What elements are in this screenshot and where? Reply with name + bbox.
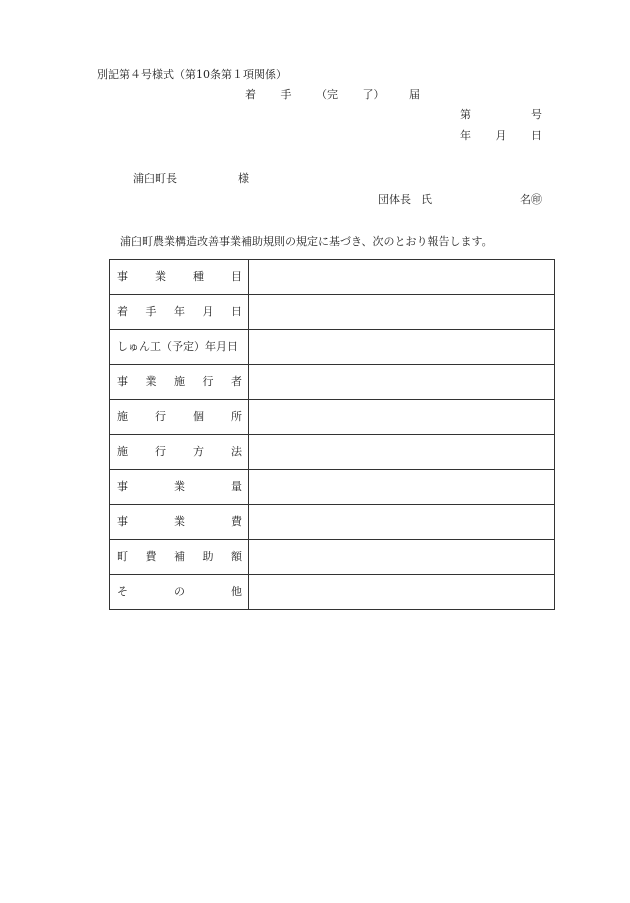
row-value-cell[interactable] [249, 295, 555, 330]
row-label-char: 行 [202, 375, 214, 388]
row-label [117, 295, 242, 329]
row-label-char: 月 [202, 305, 214, 318]
row-label-char: 額 [231, 550, 242, 563]
row-label-char: 行 [155, 445, 166, 458]
title-char: 着 [245, 88, 256, 101]
row-label-cell [110, 505, 249, 540]
row-value-cell[interactable] [249, 330, 555, 365]
table-row [110, 260, 555, 295]
form-reference: 別記第４号様式（第10条第１項関係） [97, 68, 287, 81]
row-label-char: 助 [202, 550, 214, 563]
document-number [460, 108, 542, 122]
row-label-text: しゅん工（予定）年月日 [117, 340, 238, 353]
table-row [110, 435, 555, 470]
table-row [110, 540, 555, 575]
addressee [133, 172, 249, 186]
row-label-char: 施 [117, 410, 128, 423]
row-label-char: 事 [117, 515, 128, 528]
row-label-cell [110, 400, 249, 435]
row-label-char: 費 [145, 550, 157, 563]
row-value-cell[interactable] [249, 435, 555, 470]
row-label-cell [110, 540, 249, 575]
row-label [117, 365, 242, 399]
row-label-char: 所 [231, 410, 242, 423]
row-value-cell[interactable] [249, 470, 555, 505]
document-date [460, 129, 542, 143]
row-label-char: 業 [155, 270, 166, 283]
row-label [117, 260, 242, 294]
document-number-suffix: 号 [531, 108, 542, 121]
row-label-char: 者 [231, 375, 242, 388]
row-label-char: 量 [231, 480, 242, 493]
report-details-table [109, 259, 555, 610]
title-char: 了） [362, 88, 385, 101]
row-value-cell[interactable] [249, 260, 555, 295]
representative-title: 団体長 [378, 193, 411, 206]
row-label-char: 施 [117, 445, 128, 458]
row-label-cell [110, 575, 249, 610]
row-label-cell [110, 260, 249, 295]
row-label-char: 行 [155, 410, 166, 423]
row-value-cell[interactable] [249, 365, 555, 400]
date-month: 月 [495, 129, 507, 142]
row-label-char: そ [117, 585, 128, 598]
row-label-char: 業 [174, 515, 185, 528]
row-value-cell[interactable] [249, 540, 555, 575]
row-value-cell[interactable] [249, 505, 555, 540]
representative-name-label: 氏 [421, 193, 432, 206]
row-label [117, 540, 242, 574]
row-label-char: 個 [193, 410, 204, 423]
date-year: 年 [460, 129, 471, 142]
document-title [245, 88, 420, 102]
row-label [117, 330, 242, 364]
row-label [117, 400, 242, 434]
title-char: 届 [409, 88, 420, 101]
date-day: 日 [531, 129, 542, 142]
row-label-cell [110, 295, 249, 330]
row-label-char: 業 [145, 375, 157, 388]
table-row [110, 295, 555, 330]
row-label-char: 日 [231, 305, 242, 318]
addressee-honorific: 様 [238, 172, 249, 185]
representative [378, 193, 542, 207]
addressee-name: 浦臼町長 [133, 172, 177, 185]
row-label-char: 法 [231, 445, 242, 458]
row-label-cell [110, 470, 249, 505]
row-label-char: 業 [174, 480, 185, 493]
row-label [117, 470, 242, 504]
row-label-cell [110, 435, 249, 470]
representative-left [378, 193, 432, 207]
table-row [110, 470, 555, 505]
row-label [117, 575, 242, 609]
row-label-cell [110, 330, 249, 365]
row-label-char: 年 [174, 305, 185, 318]
row-label-char: 種 [193, 270, 204, 283]
title-char: 手 [280, 88, 292, 101]
row-label-char: 費 [231, 515, 242, 528]
report-statement: 浦臼町農業構造改善事業補助規則の規定に基づき、次のとおり報告します。 [120, 235, 493, 248]
row-label-char: 着 [117, 305, 128, 318]
row-label-char: 補 [174, 550, 185, 563]
row-label-char: 町 [117, 550, 128, 563]
row-label [117, 435, 242, 469]
row-value-cell[interactable] [249, 575, 555, 610]
row-label-char: 手 [145, 305, 157, 318]
row-label-char: 目 [231, 270, 242, 283]
row-label-char: 事 [117, 375, 128, 388]
row-value-cell[interactable] [249, 400, 555, 435]
table-row [110, 575, 555, 610]
row-label-char: 施 [174, 375, 185, 388]
title-char: （完 [316, 88, 338, 101]
row-label-char: の [174, 585, 185, 598]
row-label-char: 事 [117, 270, 128, 283]
document-number-prefix: 第 [460, 108, 471, 121]
row-label [117, 505, 242, 539]
table-row [110, 505, 555, 540]
table-row [110, 400, 555, 435]
row-label-cell [110, 365, 249, 400]
row-label-char: 方 [193, 445, 204, 458]
table-row [110, 365, 555, 400]
representative-name-seal: 名㊞ [520, 193, 542, 206]
table-row [110, 330, 555, 365]
row-label-char: 事 [117, 480, 128, 493]
row-label-char: 他 [231, 585, 242, 598]
